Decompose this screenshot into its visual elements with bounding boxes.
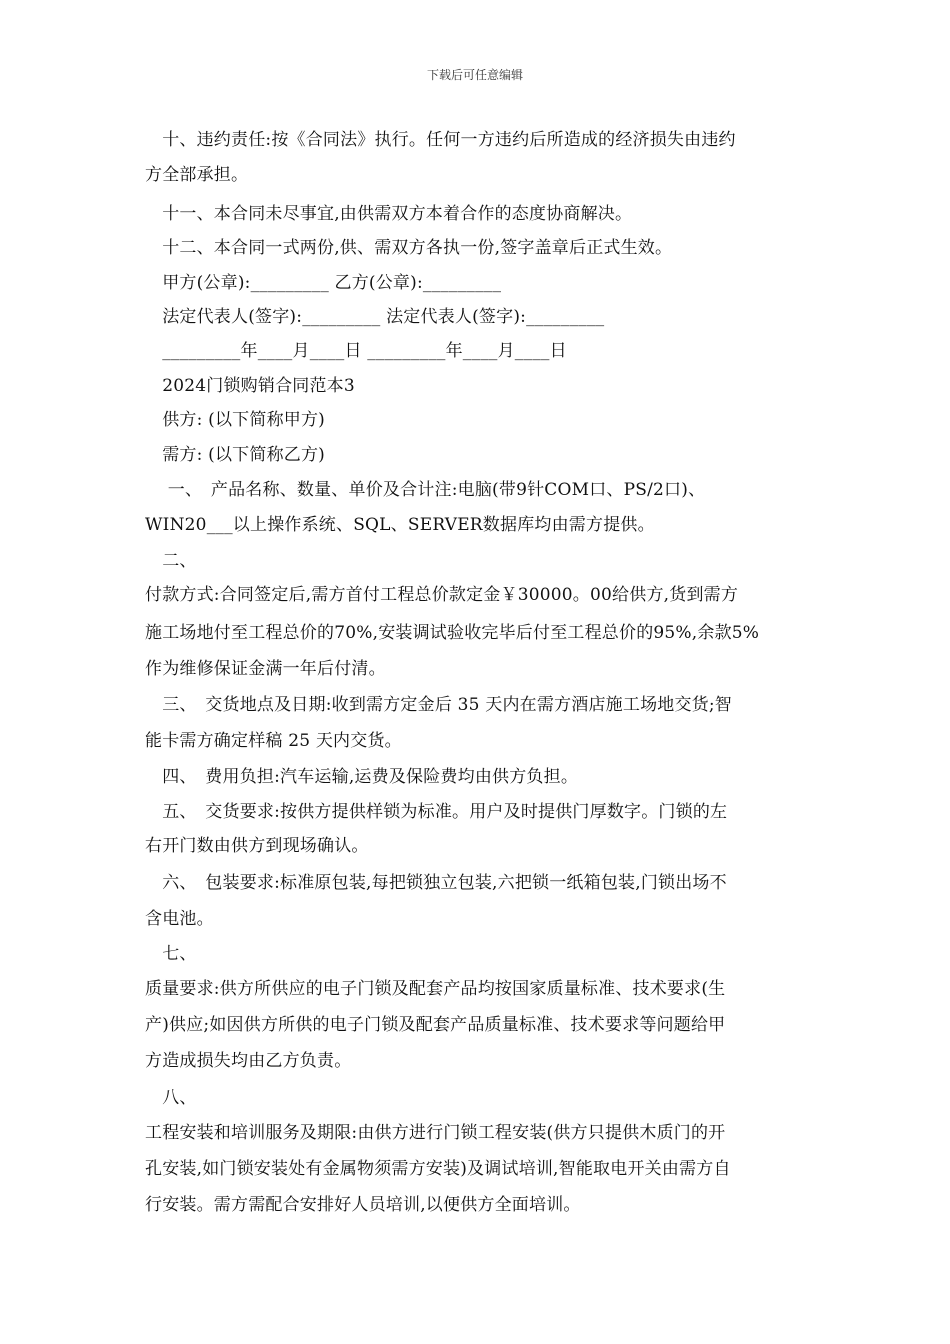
text-line: 六、 包装要求:标准原包装,每把锁独立包装,六把锁一纸箱包装,门锁出场不 bbox=[145, 873, 727, 893]
text-line: 方全部承担。 bbox=[145, 165, 249, 185]
text-line: 十二、本合同一式两份,供、需双方各执一份,签字盖章后正式生效。 bbox=[145, 238, 673, 258]
signature-line-seal: 甲方(公章):_________ 乙方(公章):_________ bbox=[145, 273, 502, 293]
text-line: 能卡需方确定样稿 25 天内交货。 bbox=[145, 731, 402, 751]
text-line: 八、 bbox=[145, 1088, 197, 1108]
text-line: 二、 bbox=[145, 551, 197, 571]
text-line: 一、 产品名称、数量、单价及合计注:电脑(带9针COM口、PS/2口)、 bbox=[145, 480, 706, 500]
text-line: 需方: (以下简称乙方) bbox=[145, 445, 325, 465]
text-line: 十一、本合同未尽事宜,由供需双方本着合作的态度协商解决。 bbox=[145, 204, 633, 224]
text-line: 七、 bbox=[145, 944, 197, 964]
text-line: 五、 交货要求:按供方提供样锁为标准。用户及时提供门厚数字。门锁的左 bbox=[145, 802, 728, 822]
text-line: 右开门数由供方到现场确认。 bbox=[145, 836, 369, 856]
text-line: 质量要求:供方所供应的电子门锁及配套产品均按国家质量标准、技术要求(生 bbox=[145, 979, 726, 999]
signature-line-date: _________年____月____日 _________年____月____日 bbox=[145, 341, 567, 361]
text-line: 含电池。 bbox=[145, 909, 214, 929]
text-line: 付款方式:合同签定后,需方首付工程总价款定金￥30000。00给供方,货到需方 bbox=[145, 585, 739, 605]
page-header-note: 下载后可任意编辑 bbox=[426, 68, 523, 82]
text-line: 供方: (以下简称甲方) bbox=[145, 410, 325, 430]
text-line: 四、 费用负担:汽车运输,运费及保险费均由供方负担。 bbox=[145, 767, 579, 787]
text-line: 十、违约责任:按《合同法》执行。任何一方违约后所造成的经济损失由违约 bbox=[145, 130, 736, 150]
signature-line-representative: 法定代表人(签字):_________ 法定代表人(签字):_________ bbox=[145, 307, 605, 327]
text-line: 产)供应;如因供方所供的电子门锁及配套产品质量标准、技术要求等问题给甲 bbox=[145, 1015, 726, 1035]
text-line: 行安装。需方需配合安排好人员培训,以便供方全面培训。 bbox=[145, 1195, 581, 1215]
section-title: 2024门锁购销合同范本3 bbox=[145, 376, 355, 396]
text-line: WIN20___以上操作系统、SQL、SERVER数据库均由需方提供。 bbox=[145, 515, 655, 535]
text-line: 施工场地付至工程总价的70%,安装调试验收完毕后付至工程总价的95%,余款5% bbox=[145, 623, 760, 643]
text-line: 工程安装和培训服务及期限:由供方进行门锁工程安装(供方只提供木质门的开 bbox=[145, 1123, 726, 1143]
text-line: 三、 交货地点及日期:收到需方定金后 35 天内在需方酒店施工场地交货;智 bbox=[145, 695, 732, 715]
text-line: 方造成损失均由乙方负责。 bbox=[145, 1051, 352, 1071]
text-line: 作为维修保证金满一年后付清。 bbox=[145, 659, 386, 679]
text-line: 孔安装,如门锁安装处有金属物须需方安装)及调试培训,智能取电开关由需方自 bbox=[145, 1159, 731, 1179]
